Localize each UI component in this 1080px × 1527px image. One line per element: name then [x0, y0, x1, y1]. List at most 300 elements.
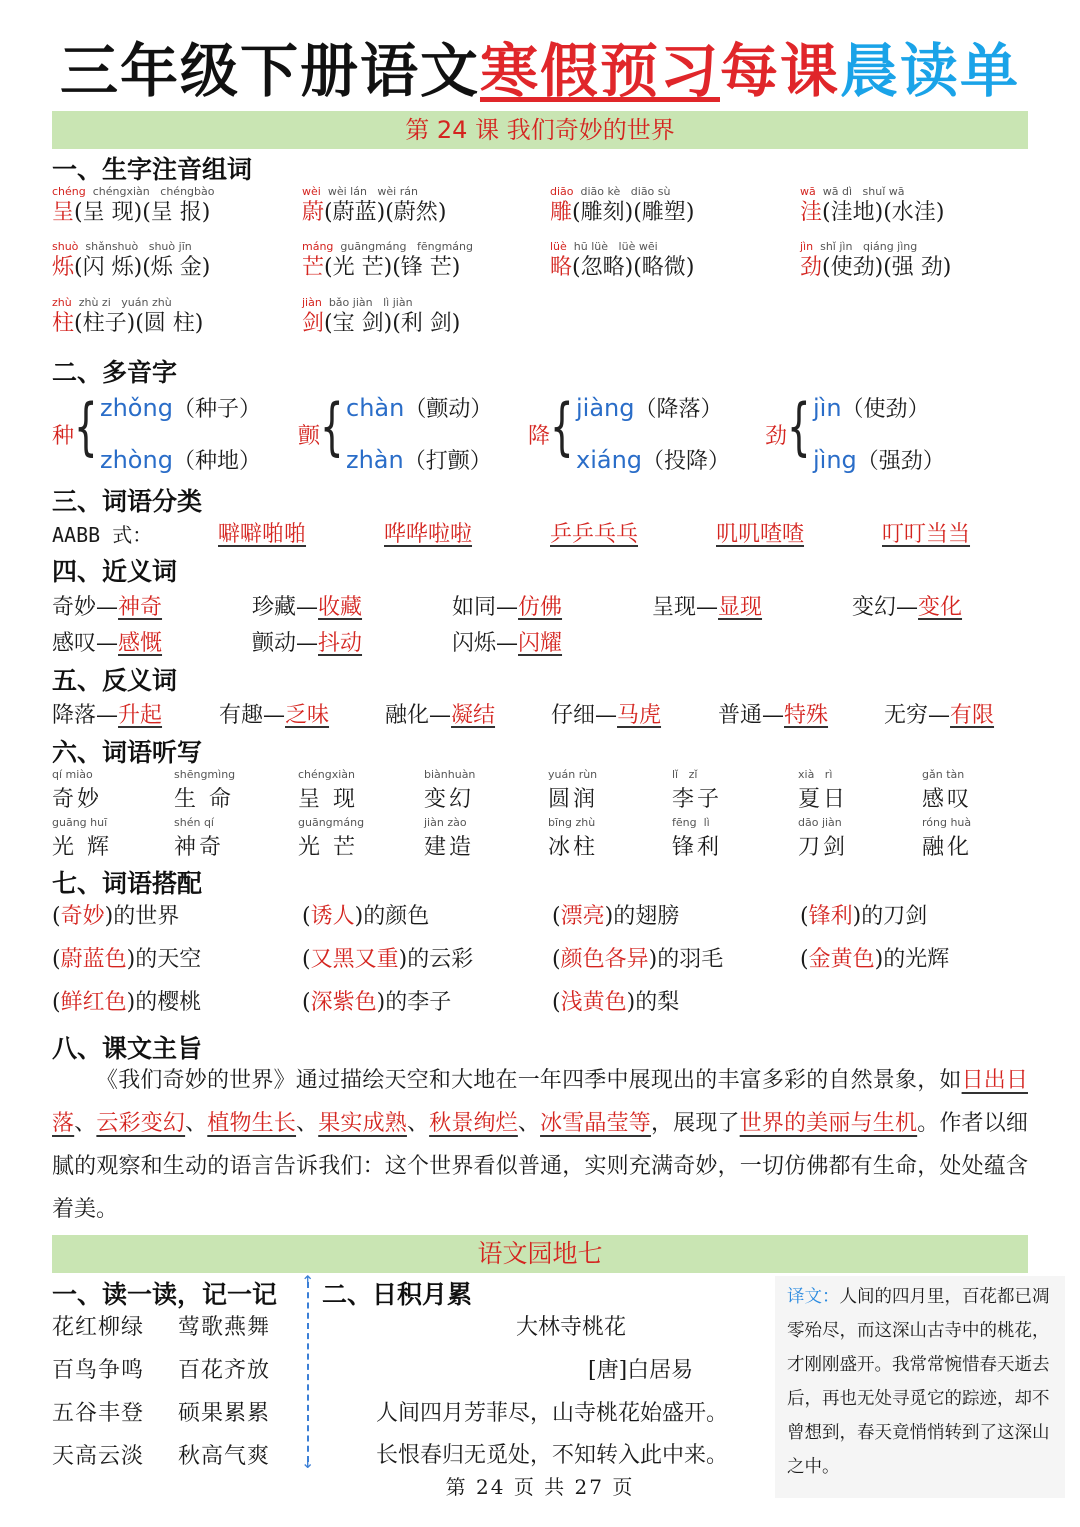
- dash: —: [595, 703, 618, 728]
- character: 劲: [765, 424, 788, 449]
- word: 珍藏: [252, 595, 297, 620]
- reading: [346, 392, 492, 423]
- word: 呈 现: [82, 200, 134, 225]
- collocation: (锋利)的刀剑: [800, 904, 928, 929]
- pinyin: lüè wēi: [618, 240, 658, 253]
- word: 呈 报: [150, 200, 202, 225]
- word: 夏日: [798, 787, 849, 812]
- pinyin: shén qí: [174, 816, 214, 829]
- word: 的云彩: [407, 947, 474, 972]
- idiom: 百鸟争鸣: [52, 1358, 145, 1383]
- answer: 凝结: [451, 703, 496, 728]
- pinyin: jìng: [813, 446, 857, 474]
- pinyin-row: [302, 185, 446, 199]
- pinyin: fēngmáng: [416, 240, 473, 253]
- section-heading: 七、词语搭配: [52, 869, 203, 898]
- collocation: (金黄色)的光辉: [800, 947, 950, 972]
- pinyin: chéng: [52, 185, 86, 198]
- dash: —: [429, 703, 452, 728]
- aabb-word: 噼噼啪啪: [218, 522, 307, 547]
- pinyin: jìn: [800, 240, 814, 253]
- brace-icon: {: [550, 390, 574, 463]
- word: 呈现: [652, 595, 697, 620]
- reading: [346, 444, 492, 475]
- word: 忽略: [580, 255, 625, 280]
- collocation: (浅黄色)的梨: [552, 990, 680, 1015]
- synonym-pair: [652, 590, 762, 621]
- word: 变幻: [424, 787, 475, 812]
- pinyin: qí miào: [52, 768, 93, 781]
- arrow-up-icon: ↑: [301, 1272, 315, 1291]
- word: 的李子: [385, 990, 452, 1015]
- answer: 闪耀: [518, 631, 563, 656]
- word-row: 烁(闪 烁)(烁 金): [52, 255, 211, 280]
- word: 如同: [452, 595, 497, 620]
- pinyin: shǐ jìn: [820, 240, 853, 253]
- word: 柱子: [82, 311, 127, 336]
- pinyin: chéngxiàn: [92, 185, 150, 198]
- pinyin-row: [302, 240, 473, 254]
- word: 神奇: [174, 835, 225, 860]
- collocation: (又黑又重)的云彩: [302, 947, 474, 972]
- word: 普通: [718, 703, 763, 728]
- word: 仔细: [551, 703, 596, 728]
- character: 芒: [302, 255, 325, 280]
- word-row: 剑(宝 剑)(利 剑): [302, 311, 461, 336]
- antonym-pair: [884, 698, 994, 729]
- word: 圆润: [548, 787, 599, 812]
- idiom: 花红柳绿: [52, 1315, 145, 1340]
- idiom: 百花齐放: [178, 1358, 271, 1383]
- poem-line: 人间四月芳菲尽，山寺桃花始盛开。: [376, 1401, 729, 1426]
- polyphone-item: [765, 392, 995, 477]
- collocation: (鲜红色)的樱桃: [52, 990, 202, 1015]
- dash: —: [928, 703, 951, 728]
- pinyin: lì jiàn: [383, 296, 413, 309]
- dash: —: [96, 631, 119, 656]
- char-group: [52, 240, 210, 282]
- collocation: (漂亮)的翅膀: [552, 904, 680, 929]
- synonym-pair: [452, 590, 562, 621]
- pinyin: hū lüè: [573, 240, 609, 253]
- aabb-label: AABB 式：: [52, 523, 153, 547]
- char-group: [800, 240, 951, 282]
- pinyin: chàn: [346, 394, 405, 422]
- pinyin: wèi lán: [327, 185, 367, 198]
- answer: 乏味: [285, 703, 330, 728]
- collocation: (颜色各异)的羽毛: [552, 947, 724, 972]
- translation-label: 译文：: [787, 1287, 840, 1307]
- translation-text: 人间的四月里，百花都已凋零殆尽，而这深山古寺中的桃花，才刚刚盛开。我常常惋惜春天逝去后，再也无处寻觅它的踪迹，却不曾想到，春天竟悄悄转到了这深山之中。: [787, 1287, 1050, 1477]
- word: 的颜色: [363, 904, 430, 929]
- synonym-pair: [252, 590, 362, 621]
- word-row: 雕(雕刻)(雕塑): [550, 200, 695, 225]
- pinyin: diāo sù: [630, 185, 671, 198]
- brace-icon: {: [74, 390, 98, 463]
- char-group: [302, 240, 473, 282]
- pinyin: dāo jiàn: [798, 816, 842, 829]
- pinyin: zhù: [52, 296, 72, 309]
- answer: 金黄色: [808, 947, 875, 972]
- character: 劲: [800, 255, 823, 280]
- polyphone-item: [52, 392, 282, 477]
- word: 颤动: [252, 631, 297, 656]
- idiom: 天高云淡: [52, 1444, 145, 1469]
- dictation-item: [424, 816, 504, 861]
- dashed-divider: [301, 1272, 315, 1472]
- word: 烁 金: [150, 255, 202, 280]
- word: 光 辉: [52, 835, 112, 860]
- word: 无穷: [884, 703, 929, 728]
- answer: 神奇: [118, 595, 163, 620]
- word-row: 洼(洼地)(水洼): [800, 200, 945, 225]
- dash: —: [896, 595, 919, 620]
- pinyin: wā: [800, 185, 816, 198]
- word: 锋 芒: [400, 255, 452, 280]
- section-heading: 一、生字注音组词: [52, 155, 253, 184]
- answer: 升起: [118, 703, 163, 728]
- antonym-pair: [52, 698, 162, 729]
- dash: —: [296, 595, 319, 620]
- answer: 锋利: [808, 904, 853, 929]
- word-row: 蔚(蔚蓝)(蔚然): [302, 200, 447, 225]
- pinyin: shuò: [52, 240, 79, 253]
- character: 略: [550, 255, 573, 280]
- pinyin: bīng zhù: [548, 816, 596, 829]
- dictation-item: [548, 816, 628, 861]
- word: 降落: [52, 703, 97, 728]
- aabb-word: 叽叽喳喳: [716, 522, 805, 547]
- collocation: (蔚蓝色)的天空: [52, 947, 202, 972]
- answer: 收藏: [318, 595, 363, 620]
- word: 的樱桃: [135, 990, 202, 1015]
- reading: [576, 392, 723, 423]
- word: 蔚蓝: [332, 200, 377, 225]
- synonym-pair: [252, 626, 362, 657]
- pinyin: guāngmáng: [298, 816, 365, 829]
- word: 闪 烁: [82, 255, 134, 280]
- pinyin: zhòng: [100, 446, 173, 474]
- word: （使劲）: [841, 397, 930, 422]
- arrow-down-icon: ↓: [301, 1453, 315, 1472]
- dictation-item: [548, 768, 628, 813]
- pinyin: lǐ zǐ: [672, 768, 698, 781]
- answer: 奇妙: [60, 904, 105, 929]
- reading: [100, 392, 261, 423]
- word: 冰柱: [548, 835, 599, 860]
- answer: 漂亮: [560, 904, 605, 929]
- pinyin: xià rì: [798, 768, 833, 781]
- dictation-item: [672, 768, 752, 813]
- synonym-pair: [52, 590, 162, 621]
- antonym-pair: [551, 698, 661, 729]
- pinyin: qiáng jìng: [862, 240, 918, 253]
- word: 利 剑: [400, 311, 452, 336]
- dictation-item: [922, 816, 1002, 861]
- character: 种: [52, 424, 75, 449]
- pinyin-row: [550, 240, 694, 254]
- pinyin: zhǒng: [100, 394, 173, 422]
- character: 剑: [302, 311, 325, 336]
- antonym-pair: [718, 698, 828, 729]
- character: 颤: [298, 424, 321, 449]
- synonym-pair: [452, 626, 562, 657]
- word: 建造: [424, 835, 475, 860]
- pinyin: biànhuàn: [424, 768, 476, 781]
- dictation-item: [922, 768, 1002, 813]
- brace-icon: {: [320, 390, 344, 463]
- word: 生 命: [174, 787, 234, 812]
- section-heading: 六、词语听写: [52, 738, 203, 767]
- word: 的梨: [635, 990, 680, 1015]
- pinyin: yuán zhù: [121, 296, 172, 309]
- dictation-item: [52, 816, 132, 861]
- character: 降: [528, 424, 551, 449]
- word-row: 柱(柱子)(圆 柱): [52, 311, 204, 336]
- dash: —: [762, 703, 785, 728]
- word: 的羽毛: [657, 947, 724, 972]
- translation-box: [775, 1276, 1065, 1498]
- word: 光 芒: [332, 255, 384, 280]
- word: 宝 剑: [332, 311, 384, 336]
- answer: 深紫色: [310, 990, 377, 1015]
- char-group: [52, 296, 203, 338]
- antonym-pair: [219, 698, 329, 729]
- character: 洼: [800, 200, 823, 225]
- dictation-item: [672, 816, 752, 861]
- character: 烁: [52, 255, 75, 280]
- word-row: 劲(使劲)(强 劲): [800, 255, 952, 280]
- pinyin: jiàn: [302, 296, 322, 309]
- word: 雕塑: [641, 200, 686, 225]
- word: 刀剑: [798, 835, 849, 860]
- pinyin: diāo: [550, 185, 574, 198]
- character: 呈: [52, 200, 75, 225]
- pinyin: jìn: [813, 394, 842, 422]
- word: 锋利: [672, 835, 723, 860]
- dash: —: [263, 703, 286, 728]
- pinyin: zhàn: [346, 446, 404, 474]
- dictation-item: [298, 768, 378, 813]
- section-heading: 八、课文主旨: [52, 1034, 203, 1063]
- reading: [100, 444, 261, 475]
- word: 蔚然: [393, 200, 438, 225]
- pinyin: chéngbào: [160, 185, 215, 198]
- word: 融化: [922, 835, 973, 860]
- word: （打颤）: [403, 449, 492, 474]
- dictation-item: [52, 768, 132, 813]
- char-group: [52, 185, 214, 227]
- pinyin-row: [550, 185, 694, 199]
- word: 强 劲: [891, 255, 943, 280]
- pinyin: shuò jīn: [148, 240, 192, 253]
- answer: 感慨: [118, 631, 163, 656]
- pinyin: xiáng: [576, 446, 643, 474]
- character: 柱: [52, 311, 75, 336]
- page-title: 三年级下册语文寒假预习每课晨读单: [59, 37, 1021, 105]
- word: 呈 现: [298, 787, 358, 812]
- dash: —: [96, 595, 119, 620]
- idiom: 五谷丰登: [52, 1401, 145, 1426]
- poem-line: 长恨春归无觅处，不知转入此中来。: [376, 1443, 729, 1468]
- pinyin: fēng lì: [672, 816, 710, 829]
- answer: 有限: [950, 703, 995, 728]
- answer: 诱人: [310, 904, 355, 929]
- pinyin: shǎnshuò: [85, 240, 139, 253]
- aabb-word: 叮叮当当: [882, 522, 971, 547]
- pinyin-row: [800, 240, 951, 254]
- answer: 蔚蓝色: [60, 947, 127, 972]
- word: 雕刻: [580, 200, 625, 225]
- word: 变幻: [852, 595, 897, 620]
- pinyin-row: [52, 296, 203, 310]
- pinyin: wā dì: [822, 185, 853, 198]
- word: （种子）: [172, 397, 261, 422]
- char-group: [550, 240, 694, 282]
- dictation-item: [298, 816, 378, 861]
- word: 有趣: [219, 703, 264, 728]
- synonym-pair: [852, 590, 962, 621]
- collocation: (深紫色)的李子: [302, 990, 452, 1015]
- word: 的世界: [113, 904, 180, 929]
- pinyin: guāng huī: [52, 816, 108, 829]
- dash: —: [496, 595, 519, 620]
- word: 闪烁: [452, 631, 497, 656]
- word: （投降）: [642, 449, 731, 474]
- pinyin: bǎo jiàn: [328, 296, 373, 309]
- dictation-item: [798, 768, 878, 813]
- pinyin: máng: [302, 240, 334, 253]
- pinyin: yuán rùn: [548, 768, 598, 781]
- character: 雕: [550, 200, 573, 225]
- section-heading: 二、多音字: [52, 358, 178, 387]
- word: （强劲）: [856, 449, 945, 474]
- character: 蔚: [302, 200, 325, 225]
- char-group: [302, 296, 460, 338]
- lesson-header: 第 24 课 我们奇妙的世界: [52, 111, 1028, 149]
- pinyin-row: [800, 185, 944, 199]
- pinyin-row: [52, 185, 214, 199]
- word: （降落）: [634, 397, 723, 422]
- pinyin: jiàng: [576, 394, 635, 422]
- char-group: [302, 185, 446, 227]
- dash: —: [296, 631, 319, 656]
- answer: 浅黄色: [560, 990, 627, 1015]
- word: 的翅膀: [613, 904, 680, 929]
- pinyin: róng huà: [922, 816, 972, 829]
- answer: 显现: [718, 595, 763, 620]
- word: 李子: [672, 787, 723, 812]
- reading: [813, 392, 930, 423]
- dash: —: [496, 631, 519, 656]
- dictation-item: [798, 816, 878, 861]
- pinyin: guāngmáng: [340, 240, 407, 253]
- brace-icon: {: [787, 390, 811, 463]
- pinyin-row: [302, 296, 460, 310]
- word: 的光辉: [883, 947, 950, 972]
- pinyin: lüè: [550, 240, 567, 253]
- answer: 抖动: [318, 631, 363, 656]
- pinyin: diāo kè: [580, 185, 621, 198]
- word: （颤动）: [404, 397, 493, 422]
- word-row: 芒(光 芒)(锋 芒): [302, 255, 461, 280]
- word: 光 芒: [298, 835, 358, 860]
- char-group: [800, 185, 944, 227]
- word: 感叹: [922, 787, 973, 812]
- pinyin-row: [52, 240, 210, 254]
- answer: 变化: [918, 595, 963, 620]
- dash: —: [696, 595, 719, 620]
- pinyin: shēngmìng: [174, 768, 236, 781]
- collocation: (奇妙)的世界: [52, 904, 180, 929]
- answer: 颜色各异: [560, 947, 649, 972]
- polyphone-item: [298, 392, 528, 477]
- pinyin: gǎn tàn: [922, 768, 965, 781]
- answer: 特殊: [784, 703, 829, 728]
- antonym-pair: [385, 698, 495, 729]
- word-row: 呈(呈 现)(呈 报): [52, 200, 211, 225]
- section-heading: 一、读一读，记一记: [52, 1280, 278, 1309]
- reading: [576, 444, 730, 475]
- pinyin: jiàn zào: [424, 816, 467, 829]
- dictation-item: [174, 816, 254, 861]
- word: 感叹: [52, 631, 97, 656]
- aabb-word: 乒乒乓乓: [550, 522, 639, 547]
- reading: [813, 444, 945, 475]
- word: 融化: [385, 703, 430, 728]
- section-heading: 四、近义词: [52, 557, 178, 586]
- dictation-item: [424, 768, 504, 813]
- section-heading: 三、词语分类: [52, 487, 203, 516]
- idiom: 莺歌燕舞: [178, 1315, 271, 1340]
- poem-author: [唐]白居易: [588, 1358, 694, 1383]
- word-row: 略(忽略)(略微): [550, 255, 695, 280]
- dash: —: [96, 703, 119, 728]
- word: 圆 柱: [143, 311, 195, 336]
- word: 的天空: [135, 947, 202, 972]
- word: （种地）: [172, 449, 261, 474]
- idiom: 秋高气爽: [178, 1444, 271, 1469]
- theme-paragraph: 《我们奇妙的世界》通过描绘天空和大地在一年四季中展现出的丰富多彩的自然景象，如日出日落、云彩变幻、植物生长、果实成熟、秋景绚烂、冰雪晶莹等，展现了世界的美丽与生机。作者以细腻的观察和生动的语言告诉我们：这个世界看似普通，实则充满奇妙，一切仿佛都有生命，处处蕴含着美。: [52, 1068, 1028, 1222]
- answer: 仿佛: [518, 595, 563, 620]
- pinyin: zhù zi: [78, 296, 111, 309]
- pinyin: shuǐ wā: [862, 185, 905, 198]
- word: 洼地: [830, 200, 875, 225]
- dictation-item: [174, 768, 254, 813]
- poem-title: 大林寺桃花: [516, 1315, 627, 1340]
- section-heading: 五、反义词: [52, 666, 178, 695]
- answer: 马虎: [617, 703, 662, 728]
- word: 的刀剑: [861, 904, 928, 929]
- aabb-word: 哗哗啦啦: [384, 522, 473, 547]
- pinyin: chéngxiàn: [298, 768, 356, 781]
- answer: 鲜红色: [60, 990, 127, 1015]
- idiom: 硕果累累: [178, 1401, 271, 1426]
- polyphone-item: [528, 392, 758, 477]
- synonym-pair: [52, 626, 162, 657]
- word: 水洼: [891, 200, 936, 225]
- collocation: (诱人)的颜色: [302, 904, 430, 929]
- pinyin: wèi: [302, 185, 321, 198]
- page-number: 第 24 页 共 27 页: [445, 1475, 635, 1499]
- pinyin: wèi rán: [377, 185, 418, 198]
- word: 奇妙: [52, 787, 103, 812]
- answer: 又黑又重: [310, 947, 399, 972]
- word: 使劲: [830, 255, 875, 280]
- garden-header: 语文园地七: [52, 1235, 1028, 1273]
- word: 奇妙: [52, 595, 97, 620]
- word: 略微: [641, 255, 686, 280]
